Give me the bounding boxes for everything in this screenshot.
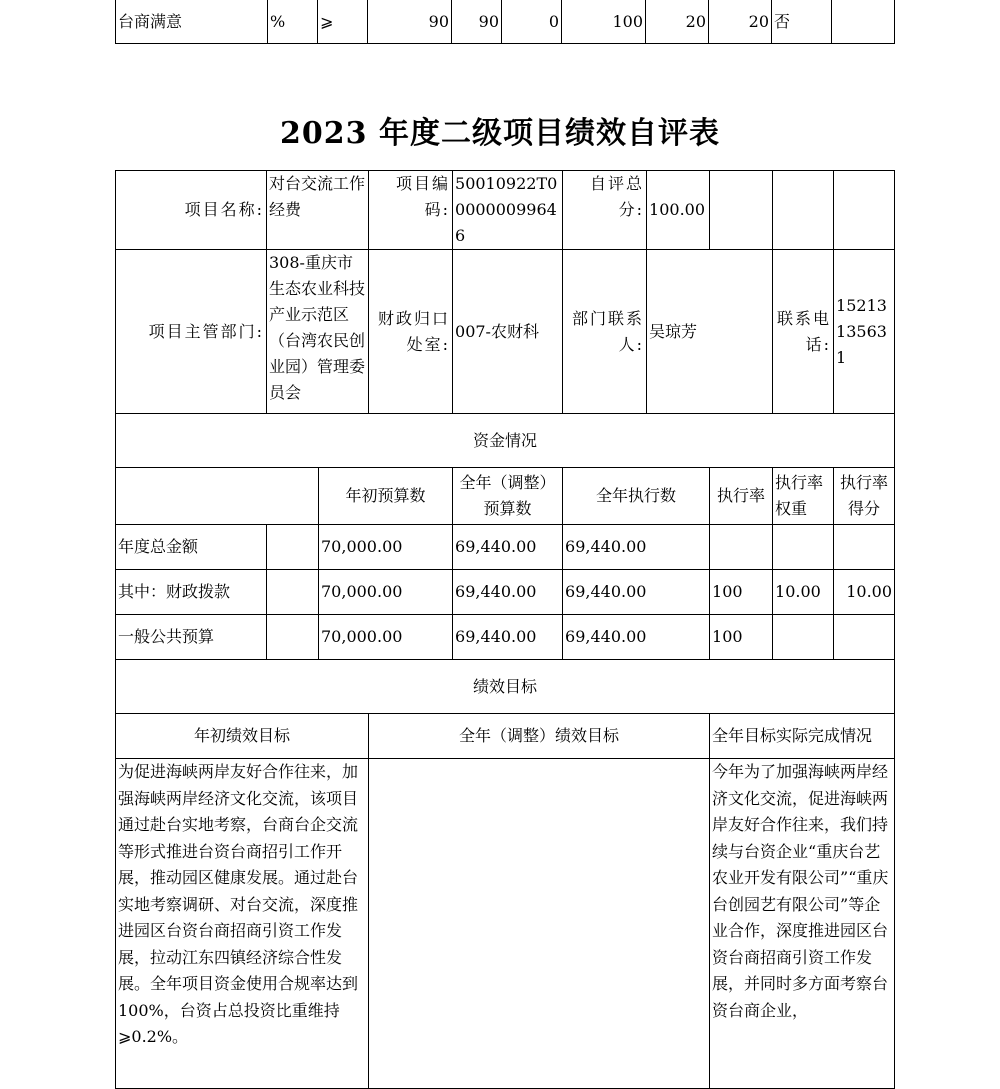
weight-value [773,525,834,570]
page-title: 2023 年度二级项目绩效自评表 [280,116,720,151]
executed-value: 69,440.00 [563,570,710,615]
weight-value [773,615,834,660]
indicator-flag: 否 [772,0,832,44]
header-score: 执行率得分 [834,468,895,525]
indicator-value: 90 [368,0,452,44]
goals-section-title: 绩效目标 [116,660,895,714]
dept-label: 项目主管部门: [116,250,267,414]
goals-initial-text: 为促进海峡两岸友好合作往来，加强海峡两岸经济文化交流，该项目通过赴台实地考察，台商台企交流等形式推进台资台商招引工作开展，推动园区健康发展。通过赴台实地考察调研、对台交流，深度推进园区台资台商招商引资工作发展，拉动江东四镇经济综合性发展。全年项目资金使用合规率达到 100%，台资占总投资比重维持⩾0.2%。 [116,759,369,1089]
empty-cell [834,171,895,250]
project-name-label: 项目名称: [116,171,267,250]
header-adjusted: 全年（调整）预算数 [453,468,563,525]
goals-actual-text: 今年为了加强海峡两岸经济文化交流，促进海峡两岸友好合作往来，我们持续与台资企业“重庆台艺农业开发有限公司”“重庆台创园艺有限公司”等企业合作，深度推进园区台资台商招商引资工作发展，并同时多方面考察台资台商企业， [710,759,895,1089]
table-row [116,0,895,44]
table-row [116,525,895,570]
budget-value: 70,000.00 [319,525,453,570]
weight-value: 10.00 [773,570,834,615]
score-value [834,615,895,660]
contact-label: 部门联系人: [563,250,647,414]
empty-cell [267,615,319,660]
dept-value: 308-重庆市生态农业科技产业示范区（台湾农民创业园）管理委员会 [267,250,369,414]
row-label: 年度总金额 [116,525,267,570]
table-row [116,660,895,714]
indicator-operator: ⩾ [318,0,368,44]
contact-value: 吴琼芳 [647,250,773,414]
indicator-value: 20 [646,0,709,44]
score-label: 自评总分: [563,171,647,250]
rate-value: 100 [710,570,773,615]
phone-label: 联系电话: [773,250,834,414]
fin-value: 007-农财科 [453,250,563,414]
adjusted-value: 69,440.00 [453,525,563,570]
adjusted-value: 69,440.00 [453,615,563,660]
table-row [116,250,895,414]
table-row [116,468,895,525]
project-code-label: 项目编码: [369,171,453,250]
goals-header-actual: 全年目标实际完成情况 [710,714,895,759]
executed-value: 69,440.00 [563,615,710,660]
rate-value: 100 [710,615,773,660]
table-row [116,714,895,759]
empty-cell [267,525,319,570]
indicator-value: 20 [709,0,772,44]
goals-header-initial: 年初绩效目标 [116,714,369,759]
score-value: 10.00 [834,570,895,615]
adjusted-value: 69,440.00 [453,570,563,615]
funds-section-title: 资金情况 [116,414,895,468]
budget-value: 70,000.00 [319,570,453,615]
self-evaluation-table [115,170,895,1089]
empty-cell [267,570,319,615]
fin-label: 财政归口处室: [369,250,453,414]
phone-value: 15213135631 [834,250,895,414]
empty-cell [116,468,319,525]
table-row [116,171,895,250]
executed-value: 69,440.00 [563,525,710,570]
indicator-value: 0 [502,0,562,44]
budget-value: 70,000.00 [319,615,453,660]
row-label: 一般公共预算 [116,615,267,660]
score-value [834,525,895,570]
header-rate: 执行率 [710,468,773,525]
indicator-value: 100 [562,0,646,44]
table-row [116,414,895,468]
header-executed: 全年执行数 [563,468,710,525]
project-name: 对台交流工作经费 [267,171,369,250]
header-weight: 执行率权重 [773,468,834,525]
indicator-name: 台商满意 [116,0,268,44]
empty-cell [710,171,773,250]
goals-adjusted-text [369,759,710,1089]
empty-cell [773,171,834,250]
goals-header-adjusted: 全年（调整）绩效目标 [369,714,710,759]
indicator-unit: % [268,0,318,44]
previous-indicator-table [115,0,895,44]
project-code: 50010922T000000099646 [453,171,563,250]
indicator-value: 90 [452,0,502,44]
header-budget: 年初预算数 [319,468,453,525]
table-row [116,570,895,615]
table-row [116,759,895,1089]
table-row [116,615,895,660]
score-value: 100.00 [647,171,710,250]
indicator-note [832,0,895,44]
row-label: 其中：财政拨款 [116,570,267,615]
rate-value [710,525,773,570]
